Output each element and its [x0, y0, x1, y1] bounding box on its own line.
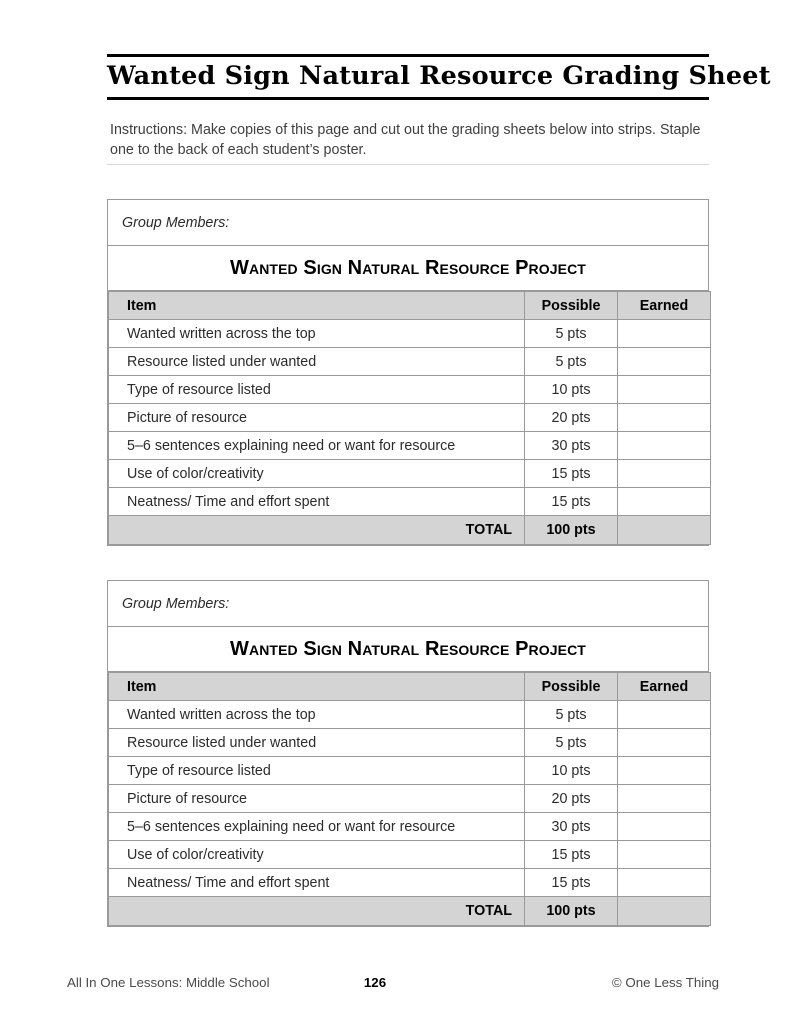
instructions-text: Instructions: Make copies of this page and cut out the grading sheets below into strips. Staple one to the back of each student’s poster.	[110, 122, 701, 159]
column-header-item: Item	[109, 673, 525, 701]
column-header-possible: Possible	[525, 673, 618, 701]
possible-points: 15 pts	[525, 460, 618, 488]
earned-points-blank[interactable]	[618, 757, 711, 785]
criterion-text: Neatness/ Time and effort spent	[109, 869, 525, 897]
possible-points: 10 pts	[525, 757, 618, 785]
total-possible: 100 pts	[525, 516, 618, 545]
total-row	[109, 897, 711, 926]
criterion-text: Picture of resource	[109, 785, 525, 813]
column-header-item: Item	[109, 292, 525, 320]
footer-copyright: © One Less Thing	[611, 975, 719, 990]
possible-points: 20 pts	[525, 404, 618, 432]
earned-points-blank[interactable]	[618, 841, 711, 869]
earned-points-blank[interactable]	[618, 729, 711, 757]
criterion-text: Neatness/ Time and effort spent	[109, 488, 525, 516]
criterion-text: Wanted written across the top	[109, 701, 525, 729]
table-row	[109, 348, 711, 376]
table-row	[109, 320, 711, 348]
criterion-text: Wanted written across the top	[109, 320, 525, 348]
total-earned-blank[interactable]	[618, 516, 711, 545]
possible-points: 5 pts	[525, 701, 618, 729]
footer-left-text: All In One Lessons: Middle School	[67, 975, 270, 990]
possible-points: 30 pts	[525, 813, 618, 841]
earned-points-blank[interactable]	[618, 404, 711, 432]
possible-points: 5 pts	[525, 729, 618, 757]
criterion-text: Resource listed under wanted	[109, 348, 525, 376]
earned-points-blank[interactable]	[618, 488, 711, 516]
earned-points-blank[interactable]	[618, 869, 711, 897]
possible-points: 10 pts	[525, 376, 618, 404]
criterion-text: Resource listed under wanted	[109, 729, 525, 757]
possible-points: 5 pts	[525, 320, 618, 348]
table-row	[109, 376, 711, 404]
column-header-earned: Earned	[618, 292, 711, 320]
criterion-text: 5–6 sentences explaining need or want for resource	[109, 432, 525, 460]
criterion-text: Use of color/creativity	[109, 841, 525, 869]
table-row	[109, 432, 711, 460]
grading-sheet-2	[107, 580, 709, 927]
table-row	[109, 757, 711, 785]
earned-points-blank[interactable]	[618, 460, 711, 488]
sheet-title-row-2	[108, 627, 708, 672]
page-title: Wanted Sign Natural Resource Grading Sheet	[107, 61, 771, 91]
page-header	[107, 54, 771, 100]
earned-points-blank[interactable]	[618, 320, 711, 348]
possible-points: 5 pts	[525, 348, 618, 376]
grading-table-2	[108, 672, 711, 926]
total-possible: 100 pts	[525, 897, 618, 926]
criterion-text: 5–6 sentences explaining need or want for resource	[109, 813, 525, 841]
criterion-text: Picture of resource	[109, 404, 525, 432]
table-row	[109, 841, 711, 869]
sheet-title-row-1	[108, 246, 708, 291]
column-header-possible: Possible	[525, 292, 618, 320]
earned-points-blank[interactable]	[618, 432, 711, 460]
earned-points-blank[interactable]	[618, 785, 711, 813]
total-row	[109, 516, 711, 545]
group-members-label: Group Members:	[122, 214, 230, 231]
table-row	[109, 701, 711, 729]
table-header-row	[109, 292, 711, 320]
table-row	[109, 404, 711, 432]
criterion-text: Use of color/creativity	[109, 460, 525, 488]
table-row	[109, 488, 711, 516]
footer-page-number: 126	[363, 975, 387, 990]
possible-points: 30 pts	[525, 432, 618, 460]
grading-table-1	[108, 291, 711, 545]
criterion-text: Type of resource listed	[109, 376, 525, 404]
criterion-text: Type of resource listed	[109, 757, 525, 785]
possible-points: 20 pts	[525, 785, 618, 813]
group-members-label: Group Members:	[122, 595, 230, 612]
table-row	[109, 813, 711, 841]
possible-points: 15 pts	[525, 869, 618, 897]
earned-points-blank[interactable]	[618, 813, 711, 841]
total-earned-blank[interactable]	[618, 897, 711, 926]
table-header-row	[109, 673, 711, 701]
header-bottom-rule	[107, 97, 709, 100]
instructions-divider	[107, 164, 709, 165]
sheet-title: Wanted Sign Natural Resource Project	[230, 256, 586, 279]
table-row	[109, 785, 711, 813]
table-row	[109, 869, 711, 897]
column-header-earned: Earned	[618, 673, 711, 701]
earned-points-blank[interactable]	[618, 348, 711, 376]
possible-points: 15 pts	[525, 488, 618, 516]
table-row	[109, 729, 711, 757]
group-members-row-2[interactable]	[108, 581, 708, 627]
group-members-row-1[interactable]	[108, 200, 708, 246]
table-row	[109, 460, 711, 488]
total-label: TOTAL	[109, 516, 525, 545]
earned-points-blank[interactable]	[618, 376, 711, 404]
possible-points: 15 pts	[525, 841, 618, 869]
sheet-title: Wanted Sign Natural Resource Project	[230, 637, 586, 660]
total-label: TOTAL	[109, 897, 525, 926]
earned-points-blank[interactable]	[618, 701, 711, 729]
grading-sheet-1	[107, 199, 709, 546]
